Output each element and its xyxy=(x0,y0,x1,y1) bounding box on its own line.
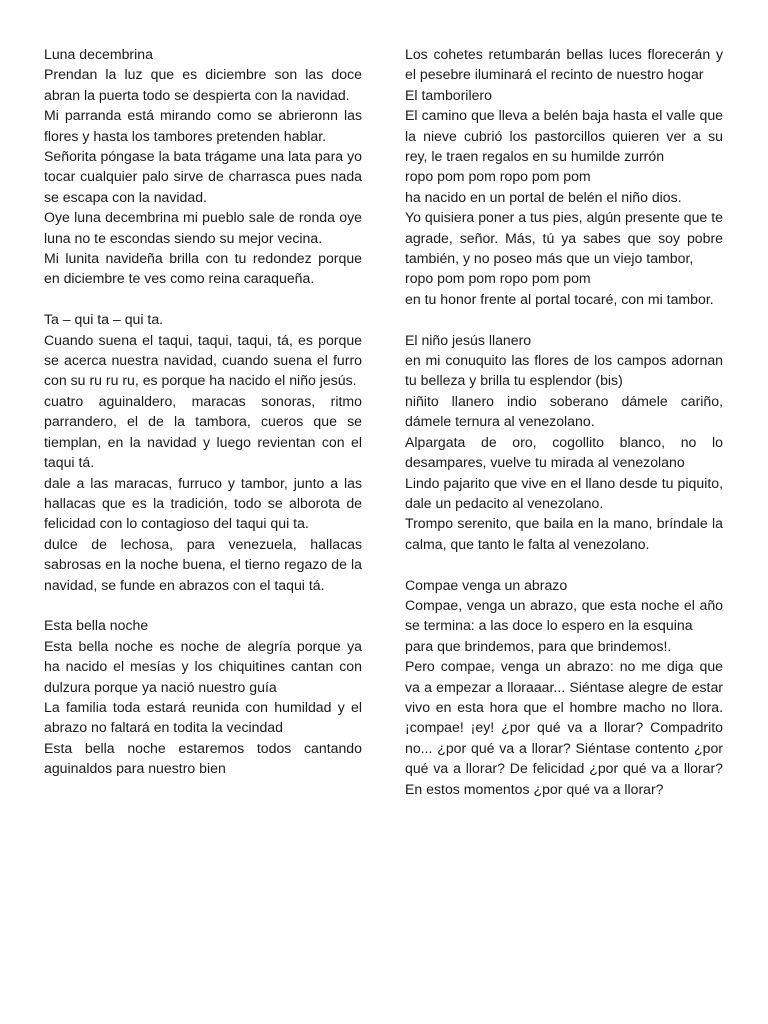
song-spacer xyxy=(44,595,362,615)
lyric-paragraph: dale a las maracas, furruco y tambor, junto a las hallacas que es la tradición, todo se alborota de felicidad con lo contagioso del taqui qui ta. xyxy=(44,474,362,532)
song-title: El tamborilero xyxy=(405,86,492,103)
lyric-paragraph: Cuando suena el taqui, taqui, taqui, tá, es porque se acerca nuestra navidad, cuando suena el furro con su ru ru ru, es porque ha nacido el niño jesús. xyxy=(44,331,362,389)
lyric-paragraph: Mi parranda está mirando como se abrieronn las flores y hasta los tambores pretenden hablar. xyxy=(44,107,362,144)
song-title: Luna decembrina xyxy=(44,46,153,62)
lyric-paragraph: Alpargata de oro, cogollito blanco, no lo desampares, vuelve tu mirada al venezolano xyxy=(405,433,723,471)
lyric-paragraph: Los cohetes retumbarán bellas luces florecerán y el pesebre iluminará el recinto de nuestro hogar xyxy=(405,46,723,83)
lyric-paragraph: Prendan la luz que es diciembre son las doce abran la puerta todo se despierta con la navidad. xyxy=(44,66,362,103)
lyric-paragraph: cuatro aguinaldero, maracas sonoras, ritmo parrandero, el de la tambora, cueros que se tiemplan, en la navidad y luego revientan con el taqui tá. xyxy=(44,392,362,471)
lyric-paragraph: Oye luna decembrina mi pueblo sale de ronda oye luna no te escondas siendo su mejor vecina. xyxy=(44,209,362,246)
lyric-paragraph: en mi conuquito las flores de los campos adornan tu belleza y brilla tu esplendor (bis) xyxy=(405,352,723,389)
song-title: El niño jesús llanero xyxy=(405,331,532,348)
lyric-paragraph: Trompo serenito, que baila en la mano, bríndale la calma, que tanto le falta al venezolano. xyxy=(405,515,723,552)
lyric-paragraph: Compae, venga un abrazo, que esta noche el año se termina: a las doce lo espero en la esquina xyxy=(405,596,723,634)
song-spacer xyxy=(405,309,723,329)
song-continuation xyxy=(405,44,723,85)
lyric-paragraph: Esta bella noche estaremos todos cantando aguinaldos para nuestro bien xyxy=(44,739,362,777)
song-title: Ta – qui ta – qui ta. xyxy=(44,311,164,328)
song-el-tamborilero xyxy=(405,85,723,309)
song-esta-bella-noche xyxy=(44,615,362,778)
lyric-paragraph: Yo quisiera poner a tus pies, algún presente que te agrade, señor. Más, tú ya sabes que soy pobre también, y no poseo más que un viejo tambor, xyxy=(405,209,723,267)
song-compae-venga-un-abrazo xyxy=(405,575,723,799)
lyric-paragraph: ropo pom pom ropo pom pom xyxy=(405,168,591,185)
lyric-paragraph: Esta bella noche es noche de alegría porque ya ha nacido el mesías y los chiquitines cantan con dulzura porque ya nació nuestro guía xyxy=(44,637,362,695)
lyric-paragraph: dulce de lechosa, para venezuela, hallacas sabrosas en la noche buena, el tierno regazo de la navidad, se funde en abrazos con el taqui tá. xyxy=(44,535,362,593)
song-spacer xyxy=(405,554,723,574)
lyric-paragraph: en tu honor frente al portal tocaré, con mi tambor. xyxy=(405,290,714,307)
lyric-paragraph: Lindo pajarito que vive en el llano desde tu piquito, dale un pedacito al venezolano. xyxy=(405,474,723,511)
song-title: Compae venga un abrazo xyxy=(405,576,568,593)
lyric-paragraph: Mi lunita navideña brilla con tu redondez porque en diciembre te ves como reina caraqueña. xyxy=(44,250,362,287)
lyric-paragraph: para que brindemos, para que brindemos!. xyxy=(405,637,672,654)
lyric-paragraph: ropo pom pom ropo pom pom xyxy=(405,270,591,287)
left-column xyxy=(44,44,362,779)
lyric-paragraph: Señorita póngase la bata trágame una lata para yo tocar cualquier palo sirve de charrasca pues nada se escapa con la navidad. xyxy=(44,148,362,205)
right-column xyxy=(405,44,723,799)
lyric-paragraph: La familia toda estará reunida con humildad y el abrazo no faltará en todita la vecindad xyxy=(44,698,362,736)
lyric-paragraph: ha nacido en un portal de belén el niño dios. xyxy=(405,188,682,205)
song-spacer xyxy=(44,289,362,309)
lyric-paragraph: Pero compae, venga un abrazo: no me diga que va a empezar a lloraaar... Siéntase alegre de estar vivo en esta hora que el hombre macho no llora. ¡compae! ¡ey! ¿por qué va a llorar? Compadrito no... ¿por qué va a llorar? Siéntase contento ¿por qué va a llorar? De felicidad ¿por qué va a llorar? En estos momentos ¿por qué va a llorar? xyxy=(405,658,723,797)
song-title: Esta bella noche xyxy=(44,617,149,634)
song-ta-qui-ta xyxy=(44,309,362,595)
lyric-paragraph: El camino que lleva a belén baja hasta el valle que la nieve cubrió los pastorcillos quieren ver a su rey, le traen regalos en su humilde zurrón xyxy=(405,107,723,165)
song-luna-decembrina xyxy=(44,44,362,289)
lyric-paragraph: niñito llanero indio soberano dámele cariño, dámele ternura al venezolano. xyxy=(405,392,723,430)
song-nino-jesus-llanero xyxy=(405,330,723,554)
